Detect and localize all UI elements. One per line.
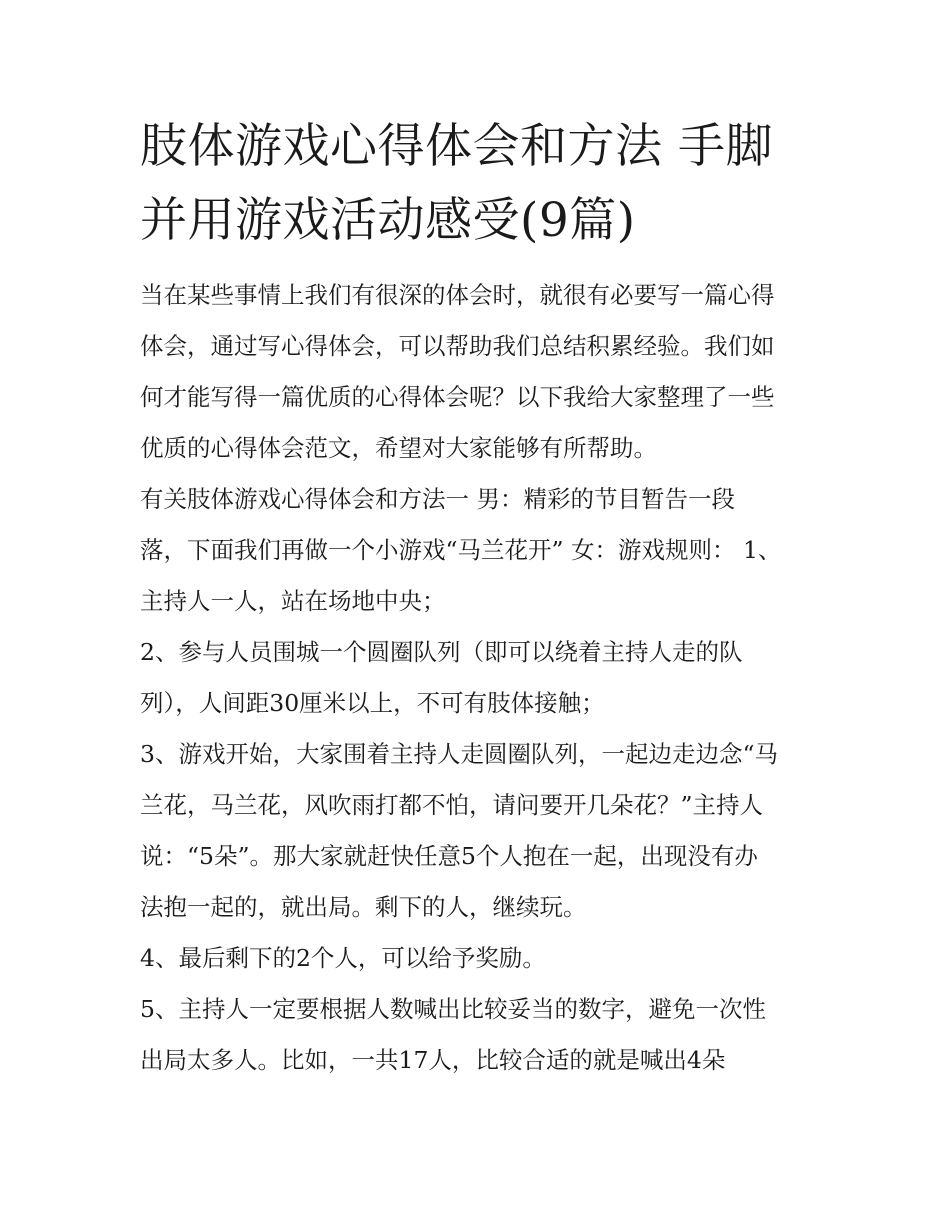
text-line: 体会，通过写心得体会，可以帮助我们总结积累经验。我们如 [140,332,775,360]
text-line: 落，下面我们再做一个小游戏“马兰花开” 女：游戏规则： 1、 [140,536,782,564]
text-line: 有关肢体游戏心得体会和方法一 男：精彩的节目暂告一段 [140,485,735,513]
text-line: 兰花，马兰花，风吹雨打都不怕，请问要开几朵花？”主持人 [140,791,764,819]
text-line: 4、最后剩下的2个人，可以给予奖励。 [140,944,546,972]
text-line: 主持人一人，站在场地中央； [140,587,446,615]
title-line-1: 肢体游戏心得体会和方法 手脚 [140,119,773,174]
text-line: 法抱一起的，就出局。剩下的人，继续玩。 [140,893,587,921]
intro-paragraph [140,270,820,474]
rule-5-paragraph [140,984,820,1086]
text-line: 列），人间距30厘米以上，不可有肢体接触； [140,689,605,717]
title-line-2: 并用游戏活动感受(9篇) [140,193,636,248]
document-page [140,110,820,1086]
document-title [140,110,820,258]
text-line: 出局太多人。比如，一共17人，比较合适的就是喊出4朵 [140,1046,726,1074]
text-line: 何才能写得一篇优质的心得体会呢？以下我给大家整理了一些 [140,383,775,411]
text-line: 当在某些事情上我们有很深的体会时，就很有必要写一篇心得 [140,281,775,309]
rule-2-paragraph [140,627,820,729]
rule-4-paragraph [140,933,820,984]
text-line: 3、游戏开始，大家围着主持人走圆圈队列，一起边走边念“马 [140,740,778,768]
text-line: 2、参与人员围城一个圆圈队列（即可以绕着主持人走的队 [140,638,743,666]
game-intro-paragraph [140,474,820,627]
text-line: 5、主持人一定要根据人数喊出比较妥当的数字，避免一次性 [140,995,766,1023]
text-line: 说：“5朵”。那大家就赶快任意5个人抱在一起，出现没有办 [140,842,758,870]
text-line: 优质的心得体会范文，希望对大家能够有所帮助。 [140,434,657,462]
rule-3-paragraph [140,729,820,933]
